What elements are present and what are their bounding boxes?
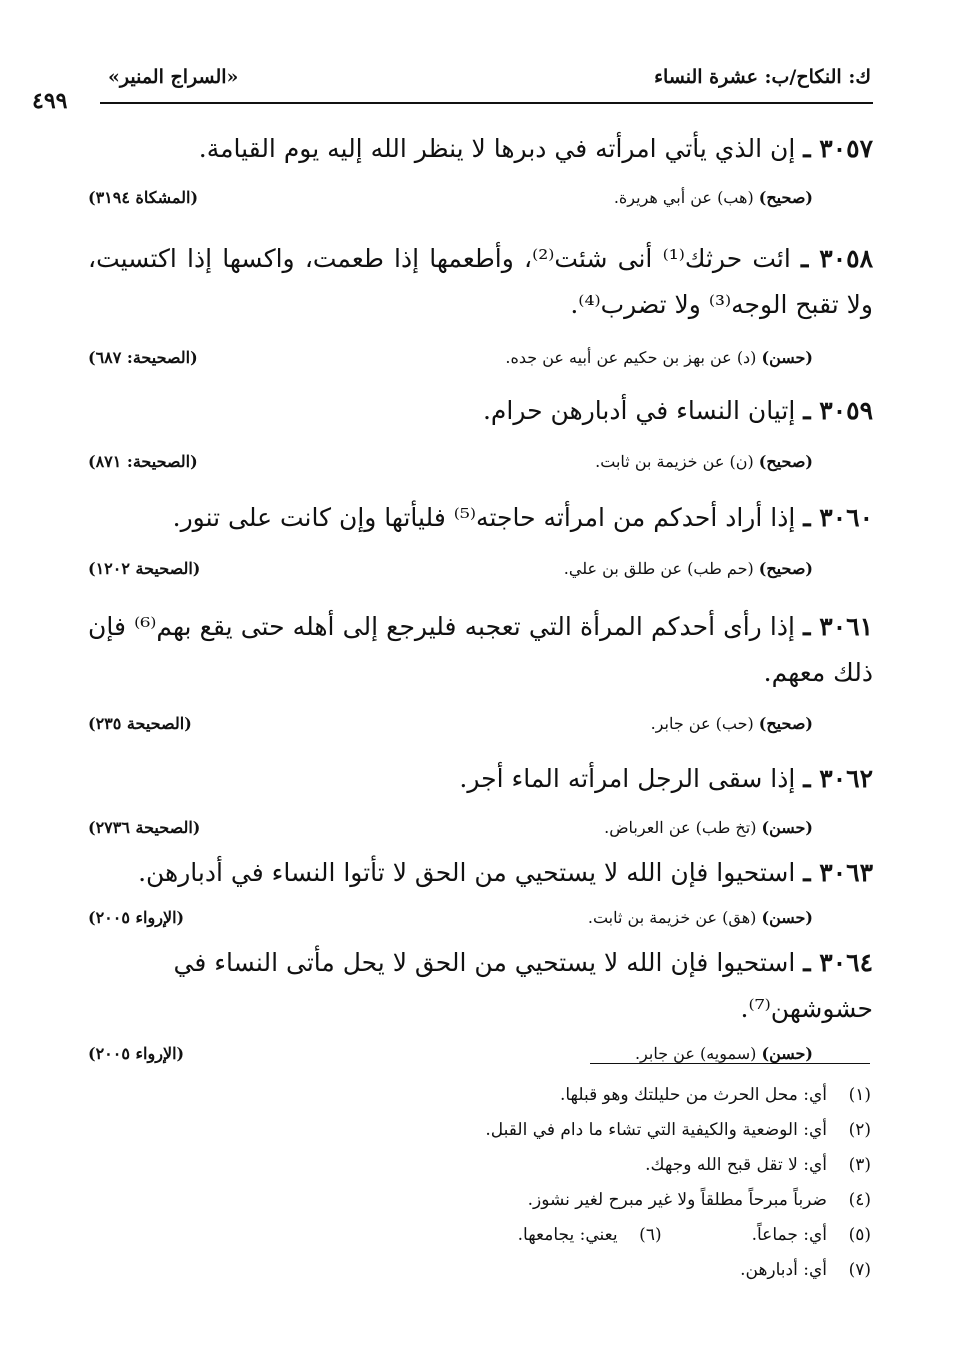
source-text: (هب) عن أبي هريرة.	[613, 188, 759, 207]
footnote-number: (٦)	[639, 1225, 662, 1245]
source-text: (سمويه) عن جابر.	[634, 1044, 762, 1063]
footnote-number: (٥)	[848, 1225, 871, 1245]
hadith-reference	[88, 1044, 873, 1070]
footnote-2	[91, 1113, 871, 1148]
footnote-text: يعني: يجامعها.	[517, 1225, 618, 1245]
footnote-text: أي: أدبارهن.	[740, 1260, 827, 1280]
hadith-grade: (حسن)	[761, 1044, 813, 1063]
hadith-3059	[88, 388, 873, 478]
source-text: (حم طب) عن طلق بن علي.	[563, 559, 759, 578]
source-text: (حب) عن جابر.	[650, 714, 759, 733]
hadith-source	[614, 188, 813, 207]
footnote-4	[91, 1183, 871, 1218]
hadith-3064	[88, 940, 873, 1070]
footnote-3	[91, 1148, 871, 1183]
hadith-source	[595, 452, 813, 471]
hadith-number: ٣٠٥٨ ـ	[801, 244, 873, 273]
book-reference: (الصحيحة ٢٧٣٦)	[88, 818, 201, 837]
hadith-reference	[88, 452, 873, 478]
footnote-text: أي: جماعاً.	[751, 1225, 827, 1245]
hadith-body: ائت حرثك⁽¹⁾ أنى شئت⁽²⁾، وأطعمها إذا طعمت، واكسها إذا اكتسيت، ولا تقبح الوجه⁽³⁾ ولا تضرب⁽⁴⁾.	[88, 244, 873, 319]
hadith-text	[88, 756, 873, 802]
hadith-text	[88, 604, 873, 696]
hadith-body: إتيان النساء في أدبارهن حرام.	[482, 396, 804, 425]
hadith-reference	[88, 818, 873, 844]
hadith-body: إذا رأى أحدكم المرأة التي تعجبه فليرجع إلى أهله حتى يقع بهم⁽⁶⁾ فإن ذلك معهم.	[88, 612, 873, 687]
source-text: (تخ طب) عن العرباض.	[604, 818, 762, 837]
book-reference: (الصحيحة ١٢٠٢)	[88, 559, 201, 578]
hadith-3057	[88, 126, 873, 214]
book-reference: (الإرواء ٢٠٠٥)	[88, 1044, 185, 1063]
book-title: «السراج المنير»	[108, 66, 239, 88]
hadith-grade: (حسن)	[761, 908, 813, 927]
footnotes	[91, 1078, 871, 1288]
hadith-source	[604, 818, 813, 837]
footnote-7	[91, 1253, 871, 1288]
hadith-reference	[88, 714, 873, 740]
chapter-heading: ك: النكاح/ب: عشرة النساء	[654, 66, 871, 88]
footnote-text: أي: لا تقل قبح الله وجهك.	[645, 1155, 827, 1175]
footnote-number: (٣)	[848, 1155, 871, 1175]
hadith-3060	[88, 495, 873, 585]
hadith-grade: (صحيح)	[758, 559, 813, 578]
hadith-grade: (صحيح)	[758, 188, 813, 207]
footnote-5-6	[91, 1218, 871, 1253]
page-number: ٤٩٩	[32, 88, 68, 114]
hadith-number: ٣٠٥٩ ـ	[803, 396, 873, 425]
hadith-source	[505, 348, 813, 367]
hadith-number: ٣٠٦٤ ـ	[803, 948, 873, 977]
book-reference: (الصحيحة: ٦٨٧)	[88, 348, 198, 367]
footnote-number: (٤)	[848, 1190, 871, 1210]
hadith-reference	[88, 908, 873, 934]
hadith-text	[88, 850, 873, 896]
hadith-number: ٣٠٥٧ ـ	[803, 134, 873, 163]
hadith-grade: (حسن)	[761, 818, 813, 837]
hadith-3063	[88, 850, 873, 934]
hadith-body: إن الذي يأتي امرأته في دبرها لا ينظر الله إليه يوم القيامة.	[198, 134, 804, 163]
hadith-number: ٣٠٦٠ ـ	[803, 503, 873, 532]
hadith-source	[635, 1044, 813, 1063]
hadith-body: إذا أراد أحدكم من امرأته حاجته⁽⁵⁾ فليأتها وإن كانت على تنور.	[172, 503, 804, 532]
footnote-number: (٧)	[848, 1260, 871, 1280]
book-reference: (الصحيحة: ٨٧١)	[88, 452, 198, 471]
source-text: (د) عن بهز بن حكيم عن أبيه عن جده.	[505, 348, 762, 367]
hadith-text	[88, 940, 873, 1032]
hadith-source	[564, 559, 813, 578]
source-text: (ن) عن خزيمة بن ثابت.	[595, 452, 759, 471]
footnote-text: أي: محل الحرث من حليلتك وهو قبلها.	[559, 1085, 827, 1105]
hadith-reference	[88, 188, 873, 214]
hadith-text	[88, 126, 873, 172]
header-rule	[100, 102, 873, 104]
hadith-reference	[88, 559, 873, 585]
hadith-body: إذا سقى الرجل امرأته الماء أجر.	[459, 764, 804, 793]
source-text: (هق) عن خزيمة بن ثابت.	[587, 908, 762, 927]
hadith-3058	[88, 236, 873, 374]
footnote-text: ضرباً مبرحاً مطلقاً ولا غير مبرح لغير نشوز.	[527, 1190, 827, 1210]
hadith-number: ٣٠٦١ ـ	[803, 612, 874, 641]
book-reference: (الصحيحة ٢٣٥)	[88, 714, 192, 733]
hadith-source	[651, 714, 813, 733]
footnote-1	[91, 1078, 871, 1113]
hadith-3061	[88, 604, 873, 740]
book-reference: (الإرواء ٢٠٠٥)	[88, 908, 185, 927]
footnote-number: (٢)	[848, 1120, 871, 1140]
hadith-reference	[88, 348, 873, 374]
hadith-grade: (صحيح)	[758, 452, 813, 471]
hadith-number: ٣٠٦٣ ـ	[803, 858, 873, 887]
hadith-3062	[88, 756, 873, 844]
hadith-body: استحيوا فإن الله لا يستحيي من الحق لا يحل مأتى النساء في حشوشهن⁽⁷⁾.	[173, 948, 873, 1023]
footnote-rule	[590, 1063, 870, 1064]
hadith-grade: (حسن)	[761, 348, 813, 367]
hadith-text	[88, 388, 873, 434]
hadith-grade: (صحيح)	[758, 714, 813, 733]
hadith-text	[88, 495, 873, 541]
hadith-number: ٣٠٦٢ ـ	[803, 764, 873, 793]
book-reference: (المشكاة ٣١٩٤)	[88, 188, 199, 207]
hadith-source	[588, 908, 813, 927]
hadith-text	[88, 236, 873, 328]
footnote-number: (١)	[848, 1085, 871, 1105]
footnote-text: أي: الوضعية والكيفية التي تشاء ما دام في القبل.	[485, 1120, 827, 1140]
hadith-body: استحيوا فإن الله لا يستحيي من الحق لا تأتوا النساء في أدبارهن.	[138, 858, 804, 887]
